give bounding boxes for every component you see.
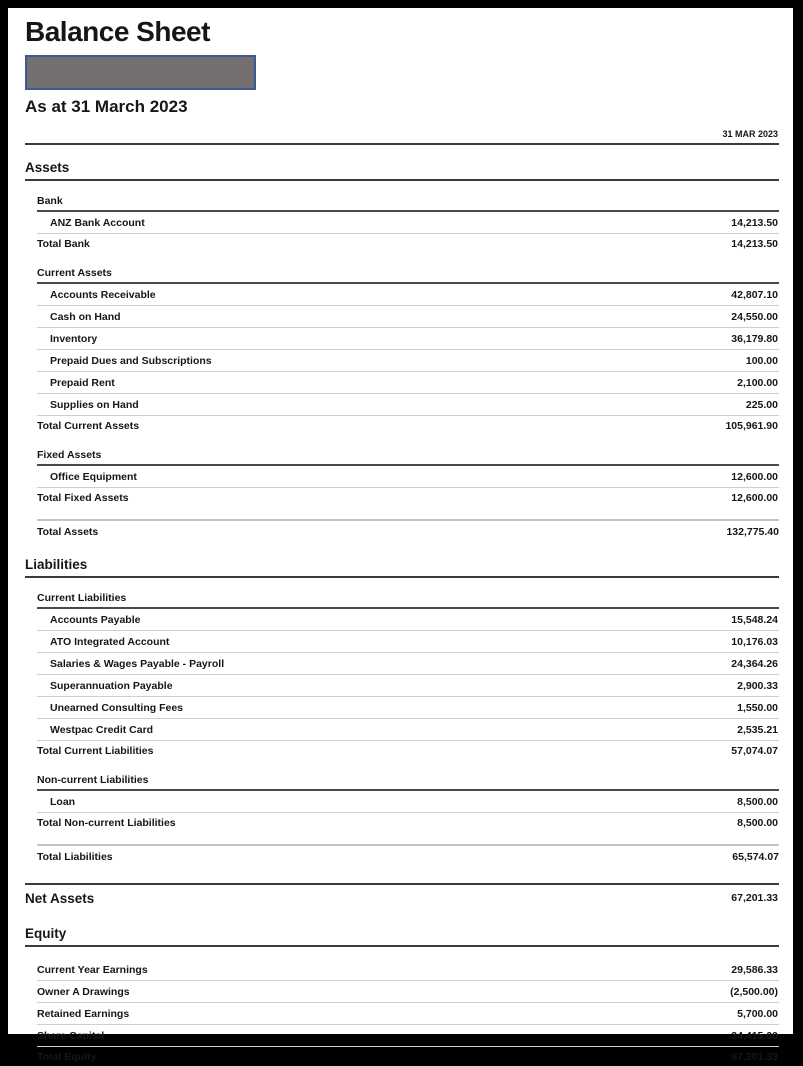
account-row xyxy=(37,719,779,741)
account-value: 29,586.33 xyxy=(731,963,778,976)
group-total-label: Total Current Assets xyxy=(37,419,140,432)
account-value: 2,535.21 xyxy=(737,723,778,736)
account-value: 36,179.80 xyxy=(731,332,778,345)
group-total-label: Total Current Liabilities xyxy=(37,744,154,757)
group-total-value: 12,600.00 xyxy=(731,491,778,504)
group-total-row xyxy=(37,416,779,435)
account-row xyxy=(37,372,779,394)
account-group xyxy=(37,193,779,253)
account-row xyxy=(37,1025,779,1047)
account-group xyxy=(37,959,779,1066)
account-value: 15,548.24 xyxy=(731,613,778,626)
section-header: Equity xyxy=(25,924,779,947)
account-label: Supplies on Hand xyxy=(50,398,139,411)
account-value: 34,415.00 xyxy=(731,1029,778,1042)
account-row xyxy=(37,959,779,981)
group-header: Current Liabilities xyxy=(37,590,779,609)
account-row xyxy=(37,697,779,719)
section-header: Assets xyxy=(25,158,779,181)
account-row xyxy=(37,653,779,675)
group-total-label: Total Non-current Liabilities xyxy=(37,816,176,829)
report-title: Balance Sheet xyxy=(25,16,210,47)
account-row xyxy=(37,981,779,1003)
section-total-value: 132,775.40 xyxy=(726,525,779,538)
account-label: Westpac Credit Card xyxy=(50,723,154,736)
redacted-organisation-name xyxy=(25,55,256,90)
section-assets xyxy=(25,158,779,542)
group-header: Non-current Liabilities xyxy=(37,772,779,791)
account-label: ANZ Bank Account xyxy=(50,216,145,229)
account-row xyxy=(37,1003,779,1025)
net-assets-label: Net Assets xyxy=(25,890,95,906)
section-total-label: Total Liabilities xyxy=(37,850,113,863)
account-value: 2,100.00 xyxy=(737,376,778,389)
account-label: Office Equipment xyxy=(50,470,137,483)
account-row xyxy=(37,328,779,350)
group-total-label: Total Fixed Assets xyxy=(37,491,129,504)
section-total-row xyxy=(37,519,779,542)
account-label: Cash on Hand xyxy=(50,310,121,323)
account-value: 12,600.00 xyxy=(731,470,778,483)
group-header: Fixed Assets xyxy=(37,447,779,466)
account-row xyxy=(37,466,779,488)
account-value: 24,550.00 xyxy=(731,310,778,323)
group-total-row xyxy=(37,741,779,760)
account-group xyxy=(37,590,779,760)
section-total-row xyxy=(37,844,779,867)
group-total-row xyxy=(37,488,779,507)
account-value: (2,500.00) xyxy=(730,985,778,998)
account-value: 42,807.10 xyxy=(731,288,778,301)
account-label: Superannuation Payable xyxy=(50,679,173,692)
account-value: 225.00 xyxy=(745,398,778,411)
group-total-row xyxy=(37,234,779,253)
report-subtitle: As at 31 March 2023 xyxy=(25,97,188,116)
account-label: Retained Earnings xyxy=(37,1007,130,1020)
group-total-value: 14,213.50 xyxy=(731,237,778,250)
section-total-value: 65,574.07 xyxy=(732,850,779,863)
account-label: Loan xyxy=(50,795,76,808)
group-header: Bank xyxy=(37,193,779,212)
group-total-row xyxy=(37,1047,779,1066)
net-assets-row xyxy=(25,883,779,911)
account-row xyxy=(37,609,779,631)
account-label: Owner A Drawings xyxy=(37,985,130,998)
account-label: Share Capital xyxy=(37,1029,105,1042)
account-label: Accounts Payable xyxy=(50,613,141,626)
account-row xyxy=(37,284,779,306)
date-column-header: 31 MAR 2023 xyxy=(25,117,779,145)
account-row xyxy=(37,394,779,416)
account-label: Current Year Earnings xyxy=(37,963,148,976)
account-row xyxy=(37,212,779,234)
group-header: Current Assets xyxy=(37,265,779,284)
account-row xyxy=(37,675,779,697)
account-label: Salaries & Wages Payable - Payroll xyxy=(50,657,225,670)
account-value: 2,900.33 xyxy=(737,679,778,692)
account-group xyxy=(37,265,779,435)
account-row xyxy=(37,350,779,372)
section-equity xyxy=(25,924,779,1066)
net-assets-value: 67,201.33 xyxy=(731,892,778,904)
account-label: Prepaid Dues and Subscriptions xyxy=(50,354,212,367)
group-total-label: Total Equity xyxy=(37,1050,97,1063)
account-label: ATO Integrated Account xyxy=(50,635,170,648)
account-label: Unearned Consulting Fees xyxy=(50,701,184,714)
section-liabilities xyxy=(25,555,779,867)
section-header: Liabilities xyxy=(25,555,779,578)
group-total-value: 105,961.90 xyxy=(725,419,778,432)
account-value: 5,700.00 xyxy=(737,1007,778,1020)
account-value: 8,500.00 xyxy=(737,795,778,808)
balance-sheet-page xyxy=(8,8,793,1063)
account-row xyxy=(37,791,779,813)
account-row xyxy=(37,631,779,653)
group-total-label: Total Bank xyxy=(37,237,90,250)
account-value: 100.00 xyxy=(745,354,778,367)
account-group xyxy=(37,447,779,507)
account-label: Prepaid Rent xyxy=(50,376,115,389)
group-total-value: 67,201.33 xyxy=(731,1050,778,1063)
report-body xyxy=(25,158,779,1066)
account-row xyxy=(37,306,779,328)
group-total-row xyxy=(37,813,779,832)
account-label: Accounts Receivable xyxy=(50,288,156,301)
account-value: 14,213.50 xyxy=(731,216,778,229)
account-value: 24,364.26 xyxy=(731,657,778,670)
group-total-value: 57,074.07 xyxy=(731,744,778,757)
account-value: 10,176.03 xyxy=(731,635,778,648)
section-total-label: Total Assets xyxy=(37,525,99,538)
account-label: Inventory xyxy=(50,332,98,345)
account-group xyxy=(37,772,779,832)
account-value: 1,550.00 xyxy=(737,701,778,714)
group-total-value: 8,500.00 xyxy=(737,816,778,829)
